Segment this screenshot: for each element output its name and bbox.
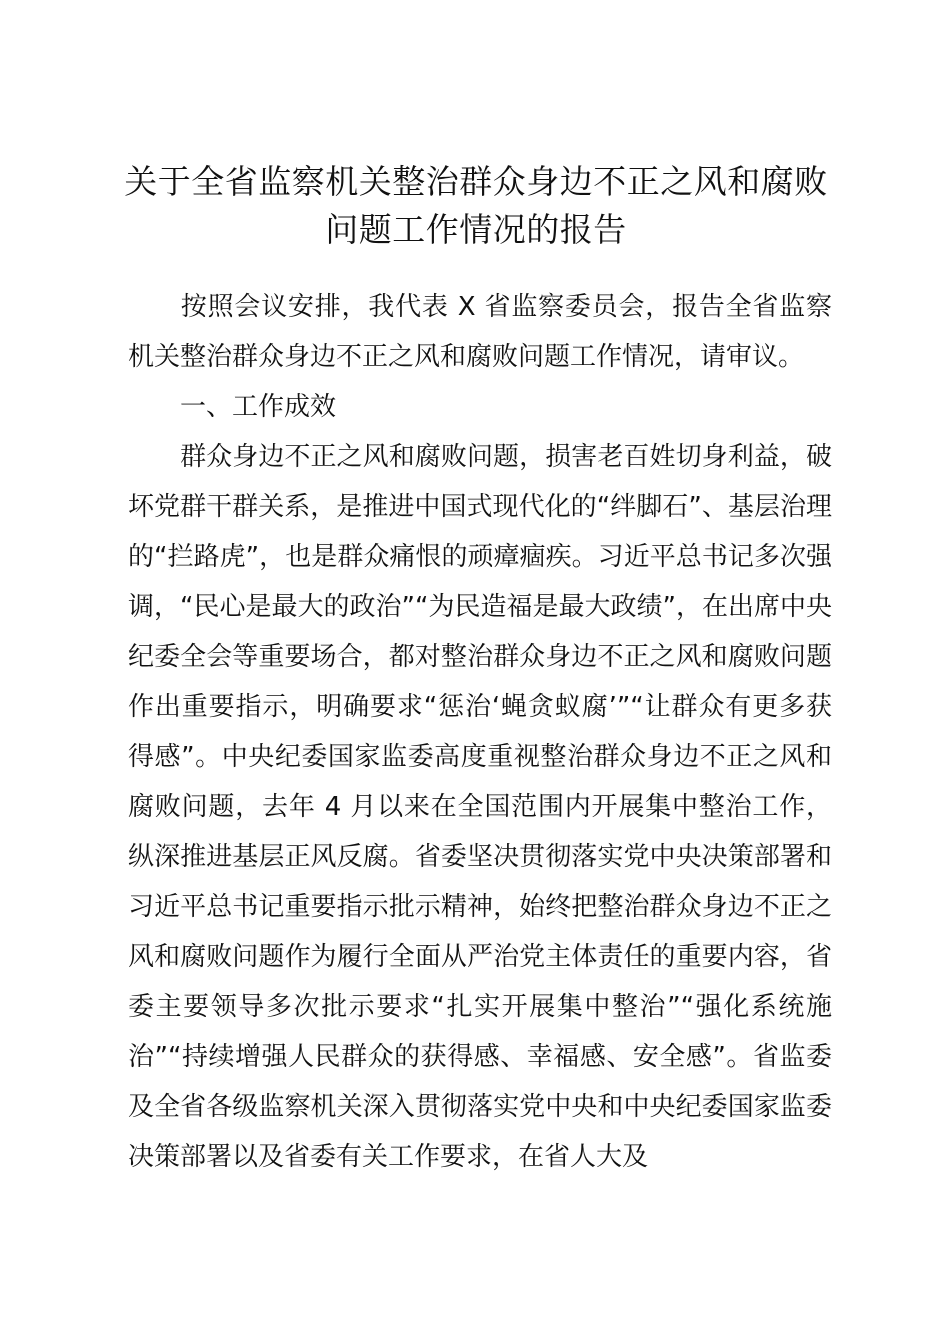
body-paragraph [128,432,832,1182]
section-heading-text: 一、工作成效 [180,392,337,422]
intro-paragraph [128,282,832,382]
section-heading [128,382,832,432]
document-title: 关于全省监察机关整治群众身边不正之风和腐败问题工作情况的报告 [124,162,828,249]
intro-paragraph-text: 按照会议安排，我代表 X 省监察委员会，报告全省监察机关整治群众身边不正之风和腐败问题工作情况，请审议。 [128,292,832,372]
body-paragraph-text: 群众身边不正之风和腐败问题，损害老百姓切身利益，破坏党群干群关系，是推进中国式现代化的“绊脚石”、基层治理的“拦路虎”，也是群众痛恨的顽瘴痼疾。习近平总书记多次强调，“民心是最大的政治”“为民造福是最大政绩”，在出席中央纪委全会等重要场合，都对整治群众身边不正之风和腐败问题作出重要指示，明确要求“惩治‘蝇贪蚁腐’”“让群众有更多获得感”。中央纪委国家监委高度重视整治群众身边不正之风和腐败问题，去年 4 月以来在全国范围内开展集中整治工作，纵深推进基层正风反腐。省委坚决贯彻落实党中央决策部署和习近平总书记重要指示批示精神，始终把整治群众身边不正之风和腐败问题作为履行全面从严治党主体责任的重要内容，省委主要领导多次批示要求“扎实开展集中整治”“强化系统施治”“持续增强人民群众的获得感、幸福感、安全感”。省监委及全省各级监察机关深入贯彻落实党中央和中央纪委国家监委决策部署以及省委有关工作要求，在省人大及 [128,442,832,1172]
